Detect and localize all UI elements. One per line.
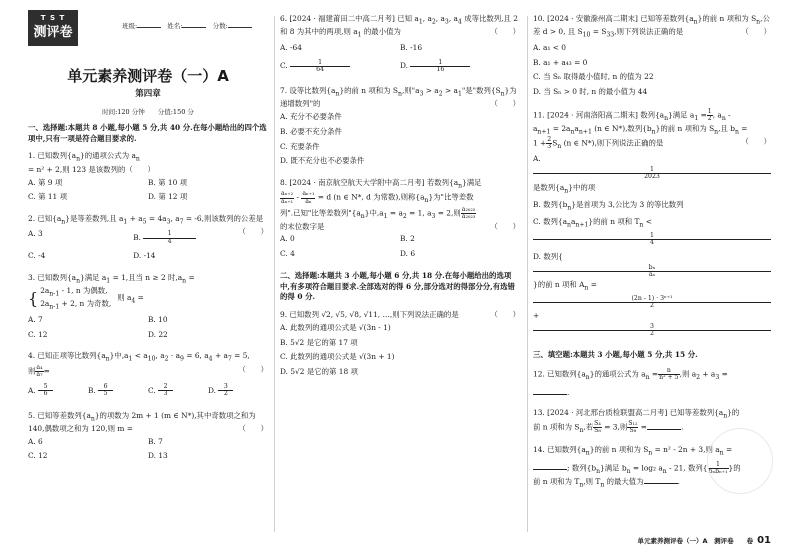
option: A. 此数列的通项公式是 √(3n - 1) (280, 322, 391, 332)
option: A. 第 9 项 (28, 177, 63, 187)
section-2-heading: 二、选择题:本题共 3 小题,每小题 6 分,共 18 分.在每小题给出的选项中,有多项符合题目要求.全部选对的得 6 分,部分选对的得部分分,有选错的得 0 分. (280, 270, 515, 302)
class-blank[interactable] (137, 27, 161, 28)
column-divider (527, 16, 528, 532)
option: A. $\frac{1}{2023}$ 是数列$\{a_n\}$中的项 (533, 154, 771, 196)
question-6: 6. [2024 · 福建莆田二中高二月考] 已知 $a_1$, $a_2$, $a_3$, $a_4$ 成等比数列,且 2 和 8 为其中的两项,则 $a_1$ 的最小值为 （ ） A. -64 B. -16 C. $\frac{1}{64}$ D. $\frac{1}{16}$ (280, 14, 520, 77)
logo-main-text: 测评卷 (33, 25, 73, 41)
test-logo (28, 10, 78, 46)
section-3-heading: 三、填空题:本题共 3 小题,每小题 5 分,共 15 分. (533, 350, 698, 360)
option: B. 2 (400, 234, 415, 244)
column-divider (274, 16, 275, 532)
option: A. 3 (28, 229, 43, 239)
question-12: 12. 已知数列$\{a_n\}$的通项公式为 $a_n$ = $\frac{n}{\text{n² + 5}}$ ,则 $a_2 + a_3$ = . (533, 366, 728, 398)
score-blank[interactable] (228, 27, 252, 28)
name-blank[interactable] (182, 27, 206, 28)
option: B. 必要不充分条件 (280, 126, 342, 136)
option: B. $\frac{1}{4}$ (133, 229, 238, 246)
question-3: 3. 已知数列$\{a_n\}$满足 $a_1 = 1$,且当 n ≥ 2 时$,a_n$ = { $2a_{n-1} - 1$, n 为偶数, $2a_{n-1} + 2$, n 为奇数, 则 $a_4$ = A. 7 B. 10 C. 12 D. 22 (28, 273, 268, 343)
answer-blank[interactable] (647, 429, 681, 430)
footer-text: 单元素养测评卷（一）A 测评卷 卷 (637, 536, 754, 545)
option: C. $\frac{2}{3}$ (148, 382, 208, 399)
option: D. 既不充分也不必要条件 (280, 156, 365, 166)
option: A. $\frac{5}{6}$ (28, 382, 88, 399)
option: C. 12 (28, 329, 48, 339)
option: C. -4 (28, 250, 46, 260)
question-2: 2. 已知$\{a_n\}$是等差数列,且 $a_1 + a_5 = 4a_3$, $a_7 = -6$,则该数列的公差是 （ ） A. 3 B. $\frac{1}{4}$ C. -4 D. -14 (28, 214, 268, 260)
page-footer (638, 534, 771, 549)
option: D. -14 (133, 250, 156, 260)
option: C. 当 Sₙ 取得最小值时, n 的值为 22 (533, 72, 654, 82)
option: B. 数列$\{b_n\}$是首项为 3,公比为 3 的等比数列 (533, 199, 684, 212)
chapter-subtitle: 第四章 (135, 89, 161, 99)
question-9: 9. 已知数列 √2, √5, √8, √11, …,则下列说法正确的是 （ ） A. 此数列的通项公式是 √(3n - 1) B. 5√2 是它的第 17 项 C. 此数列的通项公式是 √(3n + 1) D. 5√2 是它的第 18 项 (280, 310, 520, 376)
option: D. 22 (148, 329, 168, 339)
column-3 (533, 14, 771, 492)
option: D. 第 12 项 (148, 192, 188, 202)
option: D. $\frac{1}{16}$ (400, 58, 520, 75)
option: C. 第 11 项 (28, 192, 67, 202)
option: D. 数列{ $\frac{\text{bₙ}}{\text{aₙ}}$ }的前 n 项和 $A_n$ = $\frac{\text{(2n - 1) · 3ⁿ⁺¹}}{2}$ + $\frac{3}{2}$ (533, 252, 771, 339)
option: A. 6 (28, 436, 43, 446)
question-1: 1. 已知数列$\{a_n\}$的通项公式为 $a_n = n^2 + 2$,则 123 是该数列的（ ） A. 第 9 项 B. 第 10 项 C. 第 11 项 D. 第 12 项 (28, 151, 268, 205)
class-label: 班级: (122, 22, 138, 30)
column-2 (280, 14, 520, 382)
answer-blank[interactable] (644, 483, 678, 484)
option: B. 10 (148, 314, 168, 324)
option: A. a₁ < 0 (533, 42, 566, 52)
student-info (122, 22, 272, 31)
option: A. 0 (280, 234, 295, 244)
option: B. $\frac{6}{5}$ (88, 382, 148, 399)
option: B. 5√2 是它的第 17 项 (280, 337, 358, 347)
option: D. 13 (148, 451, 168, 461)
answer-blank[interactable] (533, 394, 567, 395)
option: A. 7 (28, 314, 43, 324)
question-7: 7. 设等比数列$\{a_n\}$的前 n 项和为 $S_n$,则"$a_3 > a_2 > a_1$"是"数列$\{S_n\}$为递增数列"的 （ ） A. 充分不必要条件 B. 必要不充分条件 C. 充要条件 D. 既不充分也不必要条件 (280, 85, 520, 166)
name-label: 姓名: (167, 22, 183, 30)
question-8: 8. [2024 · 南京航空航天大学附中高二月考] 若数列$\{a_n\}$满足 $\frac{\text{aₙ₊₂}}{\text{aₙ₊₁}}$ - $\frac{\text{aₙ₊₁}}{\text{aₙ}}$ = d (n ∈ N*, d 为常数),则称$\{a_n\}$为"比等差数 列".已知"比等差数列"$\{a_n\}$中$,a_1 = a_2 = 1$, $a_3 = 2$,则 $\frac{\text{a₂₀₂₅}}{\text{a₂₀₂₃}}$ 的末位数字是 （ ） A. 0 B. 2 C. 4 D. 6 (280, 178, 520, 259)
column-1 (28, 123, 268, 466)
question-5: 5. 已知等差数列$\{a_n\}$的项数为 2m + 1 (m ∈ N*),其中奇数项之和为 140,偶数项之和为 120,则 m = （ ） A. 6 B. 7 C. 12 D. 13 (28, 410, 268, 461)
option: C. 数列$\{a_na_{n+1}\}$的前 n 项和 $T_n$ < $\frac{1}{4}$ (533, 217, 771, 248)
question-10: 10. [2024 · 安徽滁州高二期末] 已知等差数列$\{a_n\}$的前 n 项和为 $S_n$,公差 d > 0, 且 $S_{10} = S_{33}$,则下列说法正确的是 （ ） A. a₁ < 0 B. a₁ + a₄₃ = 0 C. 当 Sₙ 取得最小值时, n 的值为 22 D. 当 Sₙ > 0 时, n 的最小值为 44 (533, 14, 771, 97)
question-14: 14. 已知数列$\{a_n\}$的前 n 项和为 $S_n = n^2 - 2n + 3$,则 $a_n$ = ; 数列$\{b_n\}$满足 $b_n = \log_2$ $a_n - 21$, 数列{ $\frac{1}{\text{bₙbₙ₊₁}}$ }的 前 n 项和为 $T_n$,则 $T_n$ 的最大值为 . (533, 445, 741, 489)
option: A. -64 (280, 42, 302, 52)
option: C. 充要条件 (280, 141, 320, 151)
time-score-info: 时间:120 分钟 分值:150 分 (102, 108, 194, 116)
section-1-heading: 一、选择题:本题共 8 小题,每小题 5 分,共 40 分.在每小题给出的四个选项中,只有一项是符合题目要求的. (28, 123, 267, 143)
option: D. 当 Sₙ > 0 时, n 的最小值为 44 (533, 87, 648, 97)
score-label: 分数: (212, 22, 228, 30)
option: D. $\frac{3}{2}$ (208, 382, 268, 399)
question-11: 11. [2024 · 河南洛阳高二期末] 数列$\{a_n\}$满足 $a_1$ = $\frac{1}{2}$ , $a_n$ - $a_{n+1} = 2a_na_{n+1}$ (n ∈ N*),数列$\{b_n\}$的前 n 项和为 $S_n$,且 $b_n$ = 1 + $\frac{2}{3}$ $S_n$ (n ∈ N*),则下列说法正确的是 （ ） A. $\frac{1}{2023}$ 是数列$\{a_n\}$中的项 B. 数列$\{b_n\}$是首项为 3,公比为 3 的等比数列 C. 数列$\{a_na_{n+1}\}$的前 n 项和 $T_n$ < $\frac{1}{4}$ D. 数列{ $\frac{\text{bₙ}}{\text{aₙ}}$ }的前 n 项和 $A_n$ = $\frac{\text{(2n - 1) · 3ⁿ⁺¹}}{2}$ + $\frac{3}{2}$ (533, 109, 771, 341)
option: D. 5√2 是它的第 18 项 (280, 367, 358, 376)
option: B. a₁ + a₄₃ = 0 (533, 57, 588, 67)
option: B. -16 (400, 42, 423, 52)
option: C. 12 (28, 451, 48, 461)
watermark-seal (707, 428, 773, 494)
question-4: 4. 已知正项等比数列$\{a_n\}$中$,a_1 < a_{10}$, $a_2 \cdot a_9 = 6$, $a_4 + a_7 = 5$, 则 $\frac{\text{a₄}}{\text{a₇}}$ = （ ） A. $\frac{5}{6}$ B. $\frac{6}{5}$ C. $\frac{2}{3}$ D. $\frac{3}{2}$ (28, 351, 268, 401)
option: A. 充分不必要条件 (280, 112, 342, 122)
option: B. 第 10 项 (148, 177, 188, 187)
answer-blank[interactable] (533, 469, 567, 470)
option: D. 6 (400, 249, 416, 259)
question-13: 13. [2024 · 河北邢台质检联盟高二月考] 已知等差数列$\{a_n\}$的 前 n 项和为 $S_n$,若 $\frac{\text{S₄}}{\text{S₈}}$ = 3,则 $\frac{\text{S₁₂}}{\text{S₈}}$ = . (533, 407, 740, 435)
page-number: 01 (757, 534, 771, 546)
option: C. 4 (280, 249, 295, 259)
option: C. $\frac{1}{64}$ (280, 58, 400, 75)
logo-top-text: T S T (40, 14, 66, 22)
page-title: 单元素养测评卷（一）A (67, 67, 229, 85)
option: C. 此数列的通项公式是 √(3n + 1) (280, 352, 395, 362)
option: B. 7 (148, 436, 163, 446)
